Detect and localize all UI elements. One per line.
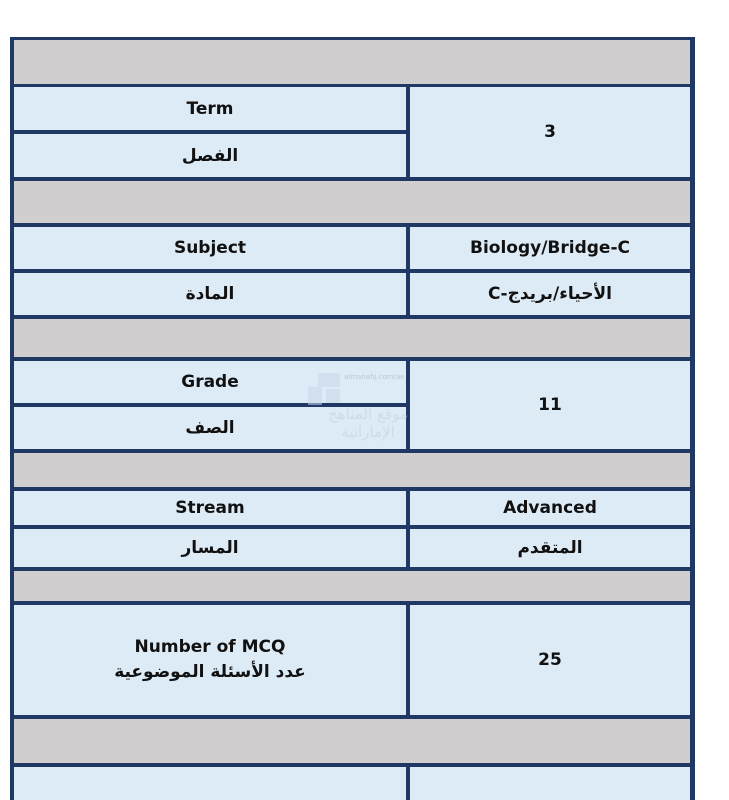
subject-value: Biology/Bridge-C — [410, 227, 690, 269]
empty-cell — [14, 767, 406, 800]
mcq-label: Number of MCQ — [134, 637, 286, 657]
watermark-url: almanahj.com/ae — [344, 373, 405, 381]
mcq-label-ar: عدد الأسئلة الموضوعية — [114, 662, 306, 682]
spacer-row — [14, 453, 690, 487]
term-label-ar: الفصل — [14, 134, 406, 177]
subject-label-ar: المادة — [14, 273, 406, 315]
grade-value: 11 — [410, 361, 690, 449]
exam-info-table — [10, 37, 695, 800]
spacer-row — [14, 571, 690, 601]
stream-label-ar: المسار — [14, 529, 406, 567]
subject-value-ar: الأحياء/بريدج-C — [410, 273, 690, 315]
stream-label: Stream — [14, 491, 406, 525]
term-value: 3 — [410, 87, 690, 177]
spacer-row — [14, 181, 690, 223]
subject-label: Subject — [14, 227, 406, 269]
stream-value: Advanced — [410, 491, 690, 525]
grade-label: Grade — [14, 361, 406, 403]
mcq-value: 25 — [410, 605, 690, 715]
stream-value-ar: المتقدم — [410, 529, 690, 567]
grade-label-ar: الصف — [14, 407, 406, 449]
spacer-row — [14, 40, 690, 84]
mcq-label-cell — [14, 605, 406, 715]
spacer-row — [14, 719, 690, 763]
spacer-row — [14, 319, 690, 357]
term-label: Term — [14, 87, 406, 130]
empty-cell — [410, 767, 690, 800]
watermark-text: موقع المناهج الإماراتية — [328, 405, 408, 441]
